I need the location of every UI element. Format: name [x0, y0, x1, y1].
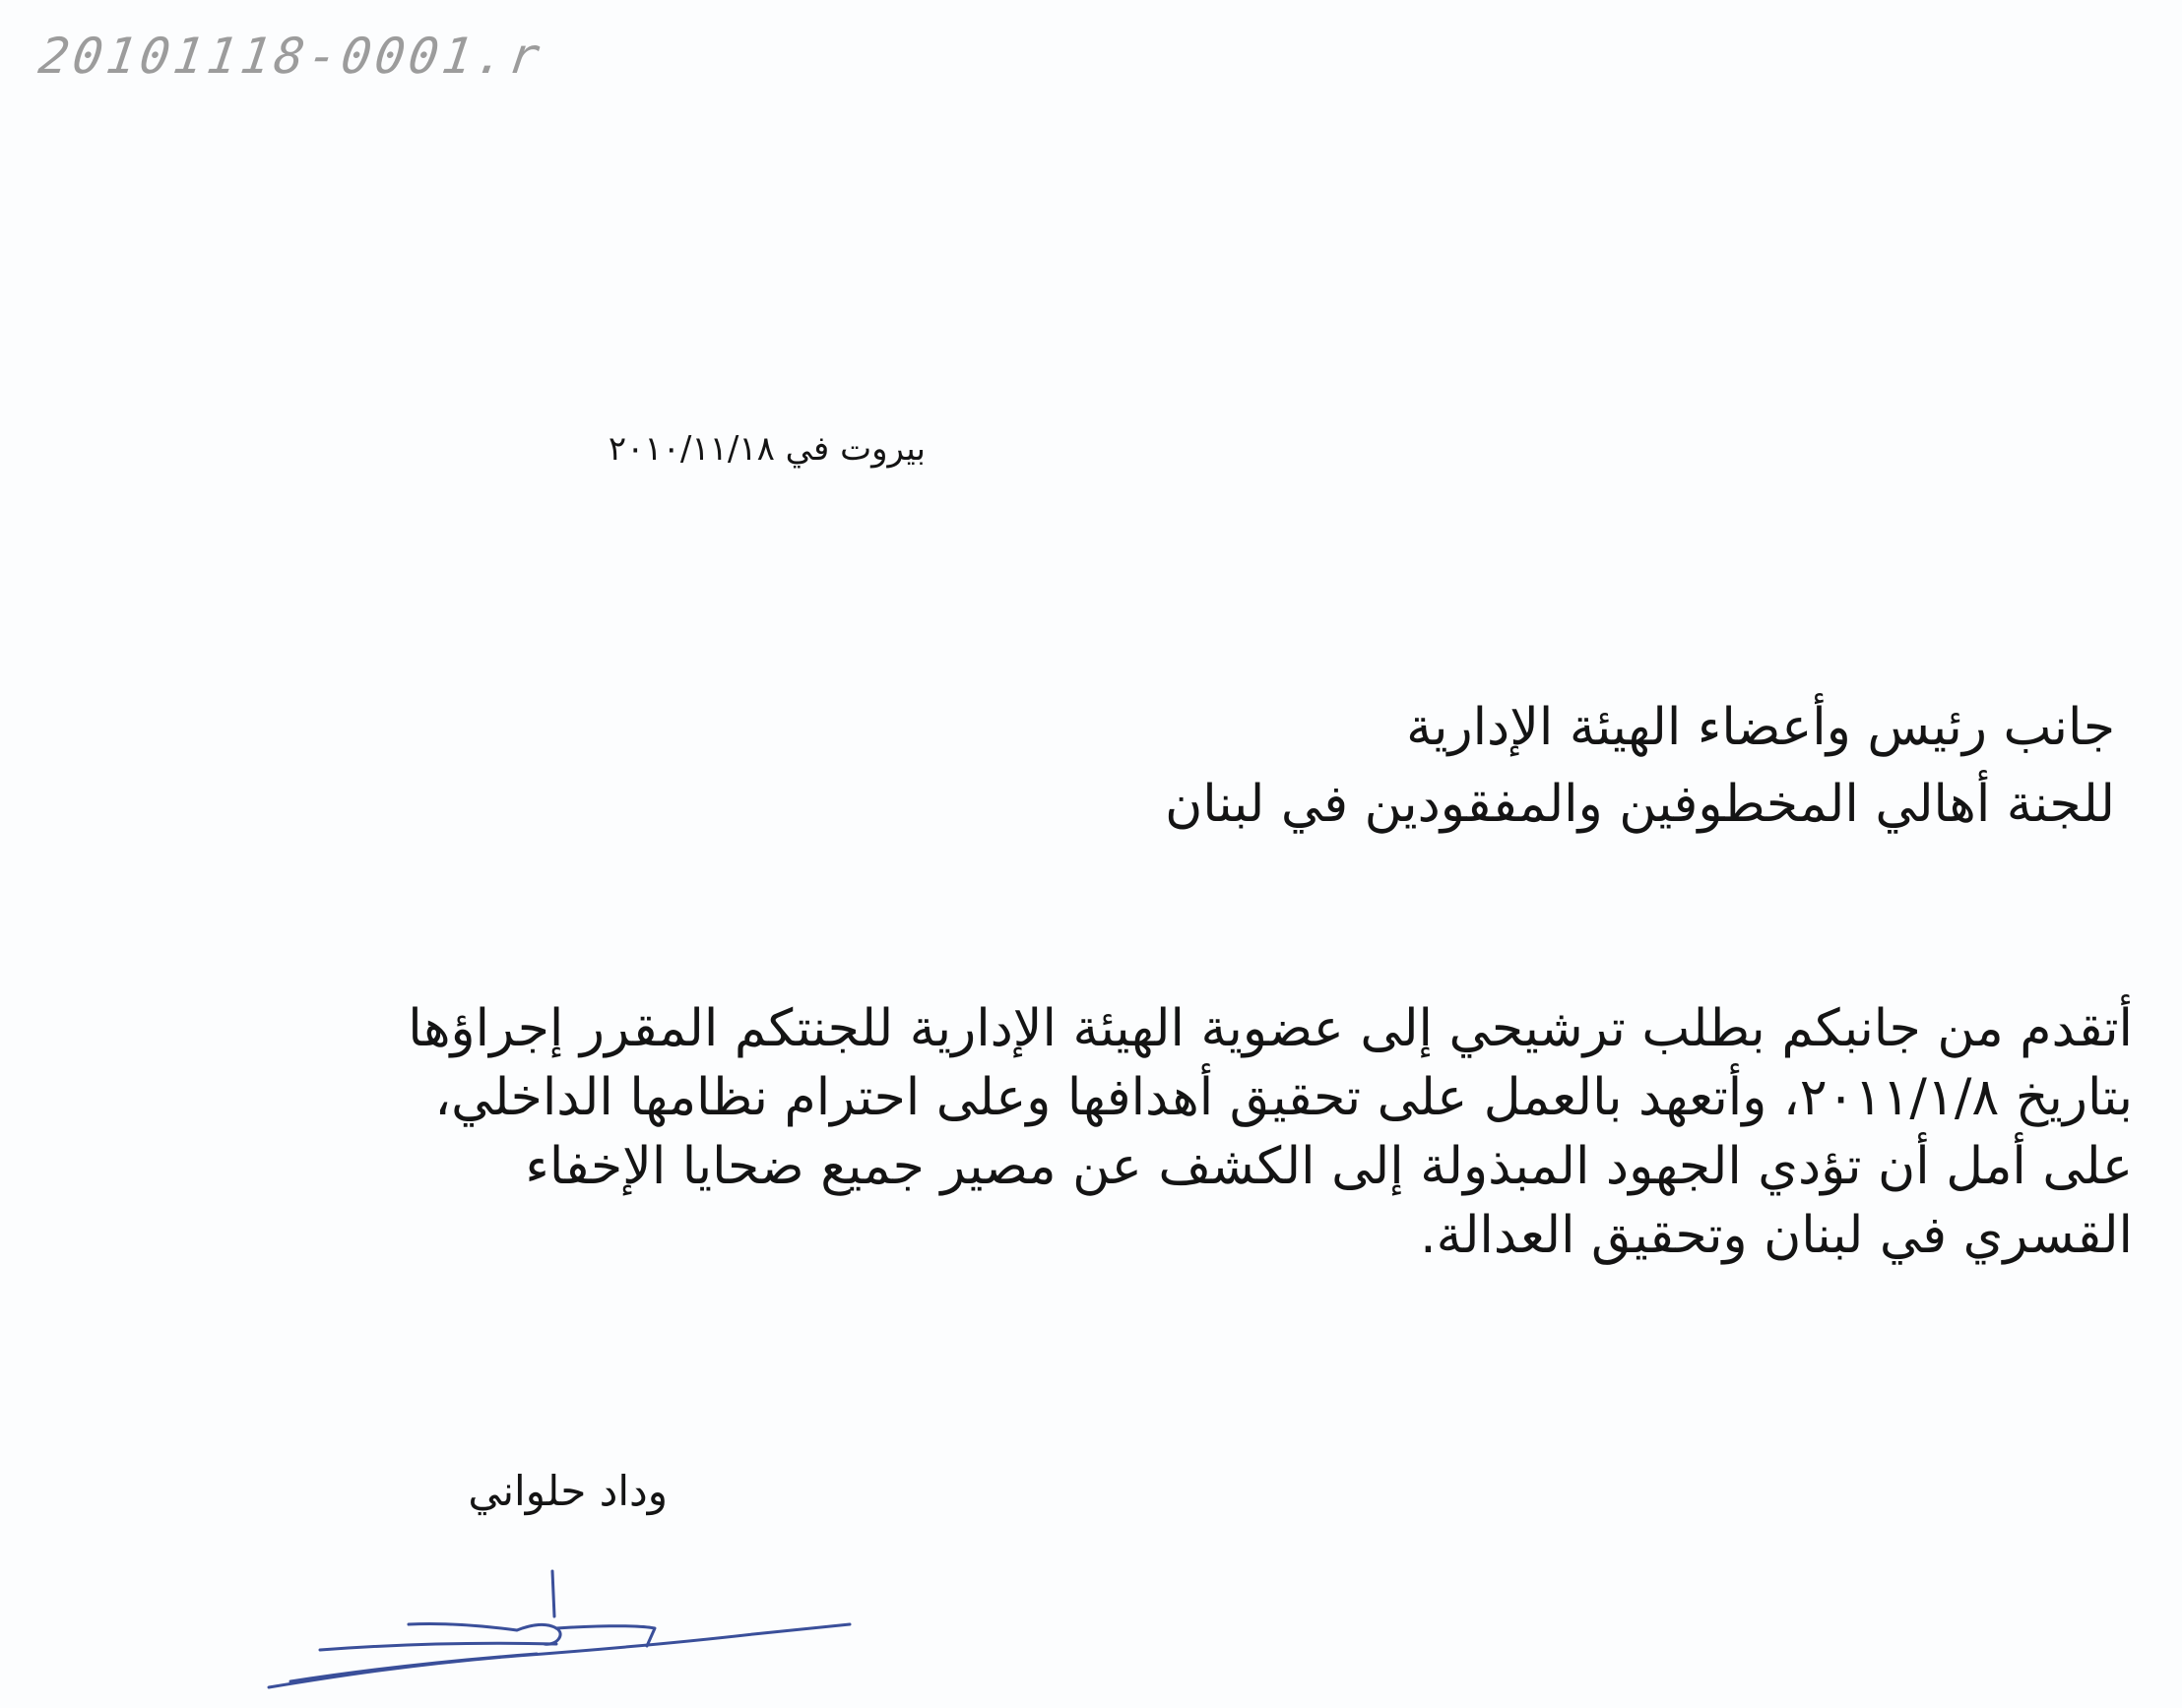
handwritten-signature — [261, 1565, 852, 1693]
body-line-1: أتقدم من جانبكم بطلب ترشيحي إلى عضوية الهيئة الإدارية للجنتكم المقرر إجراؤها — [408, 999, 2133, 1058]
address-line-1: جانب رئيس وأعضاء الهيئة الإدارية — [1406, 698, 2115, 757]
signatory-name: وداد حلواني — [468, 1467, 668, 1515]
body-line-3: على أمل أن تؤدي الجهود المبذولة إلى الكشف عن مصير جميع ضحايا الإخفاء — [525, 1137, 2133, 1196]
body-line-2: بتاريخ ٢٠١١/١/٨، وأتعهد بالعمل على تحقيق أهدافها وعلى احترام نظامها الداخلي، — [434, 1068, 2133, 1127]
address-line-2: للجنة أهالي المخطوفين والمفقودين في لبنان — [1165, 775, 2115, 834]
body-line-4: القسري في لبنان وتحقيق العدالة. — [1420, 1206, 2133, 1265]
archive-reference-number: 20101118-0001.r — [34, 28, 547, 85]
date-line: بيروت في ٢٠١٠/١١/١٨ — [608, 429, 926, 469]
letter-body — [360, 994, 2133, 1270]
recipient-address — [1165, 689, 2115, 843]
